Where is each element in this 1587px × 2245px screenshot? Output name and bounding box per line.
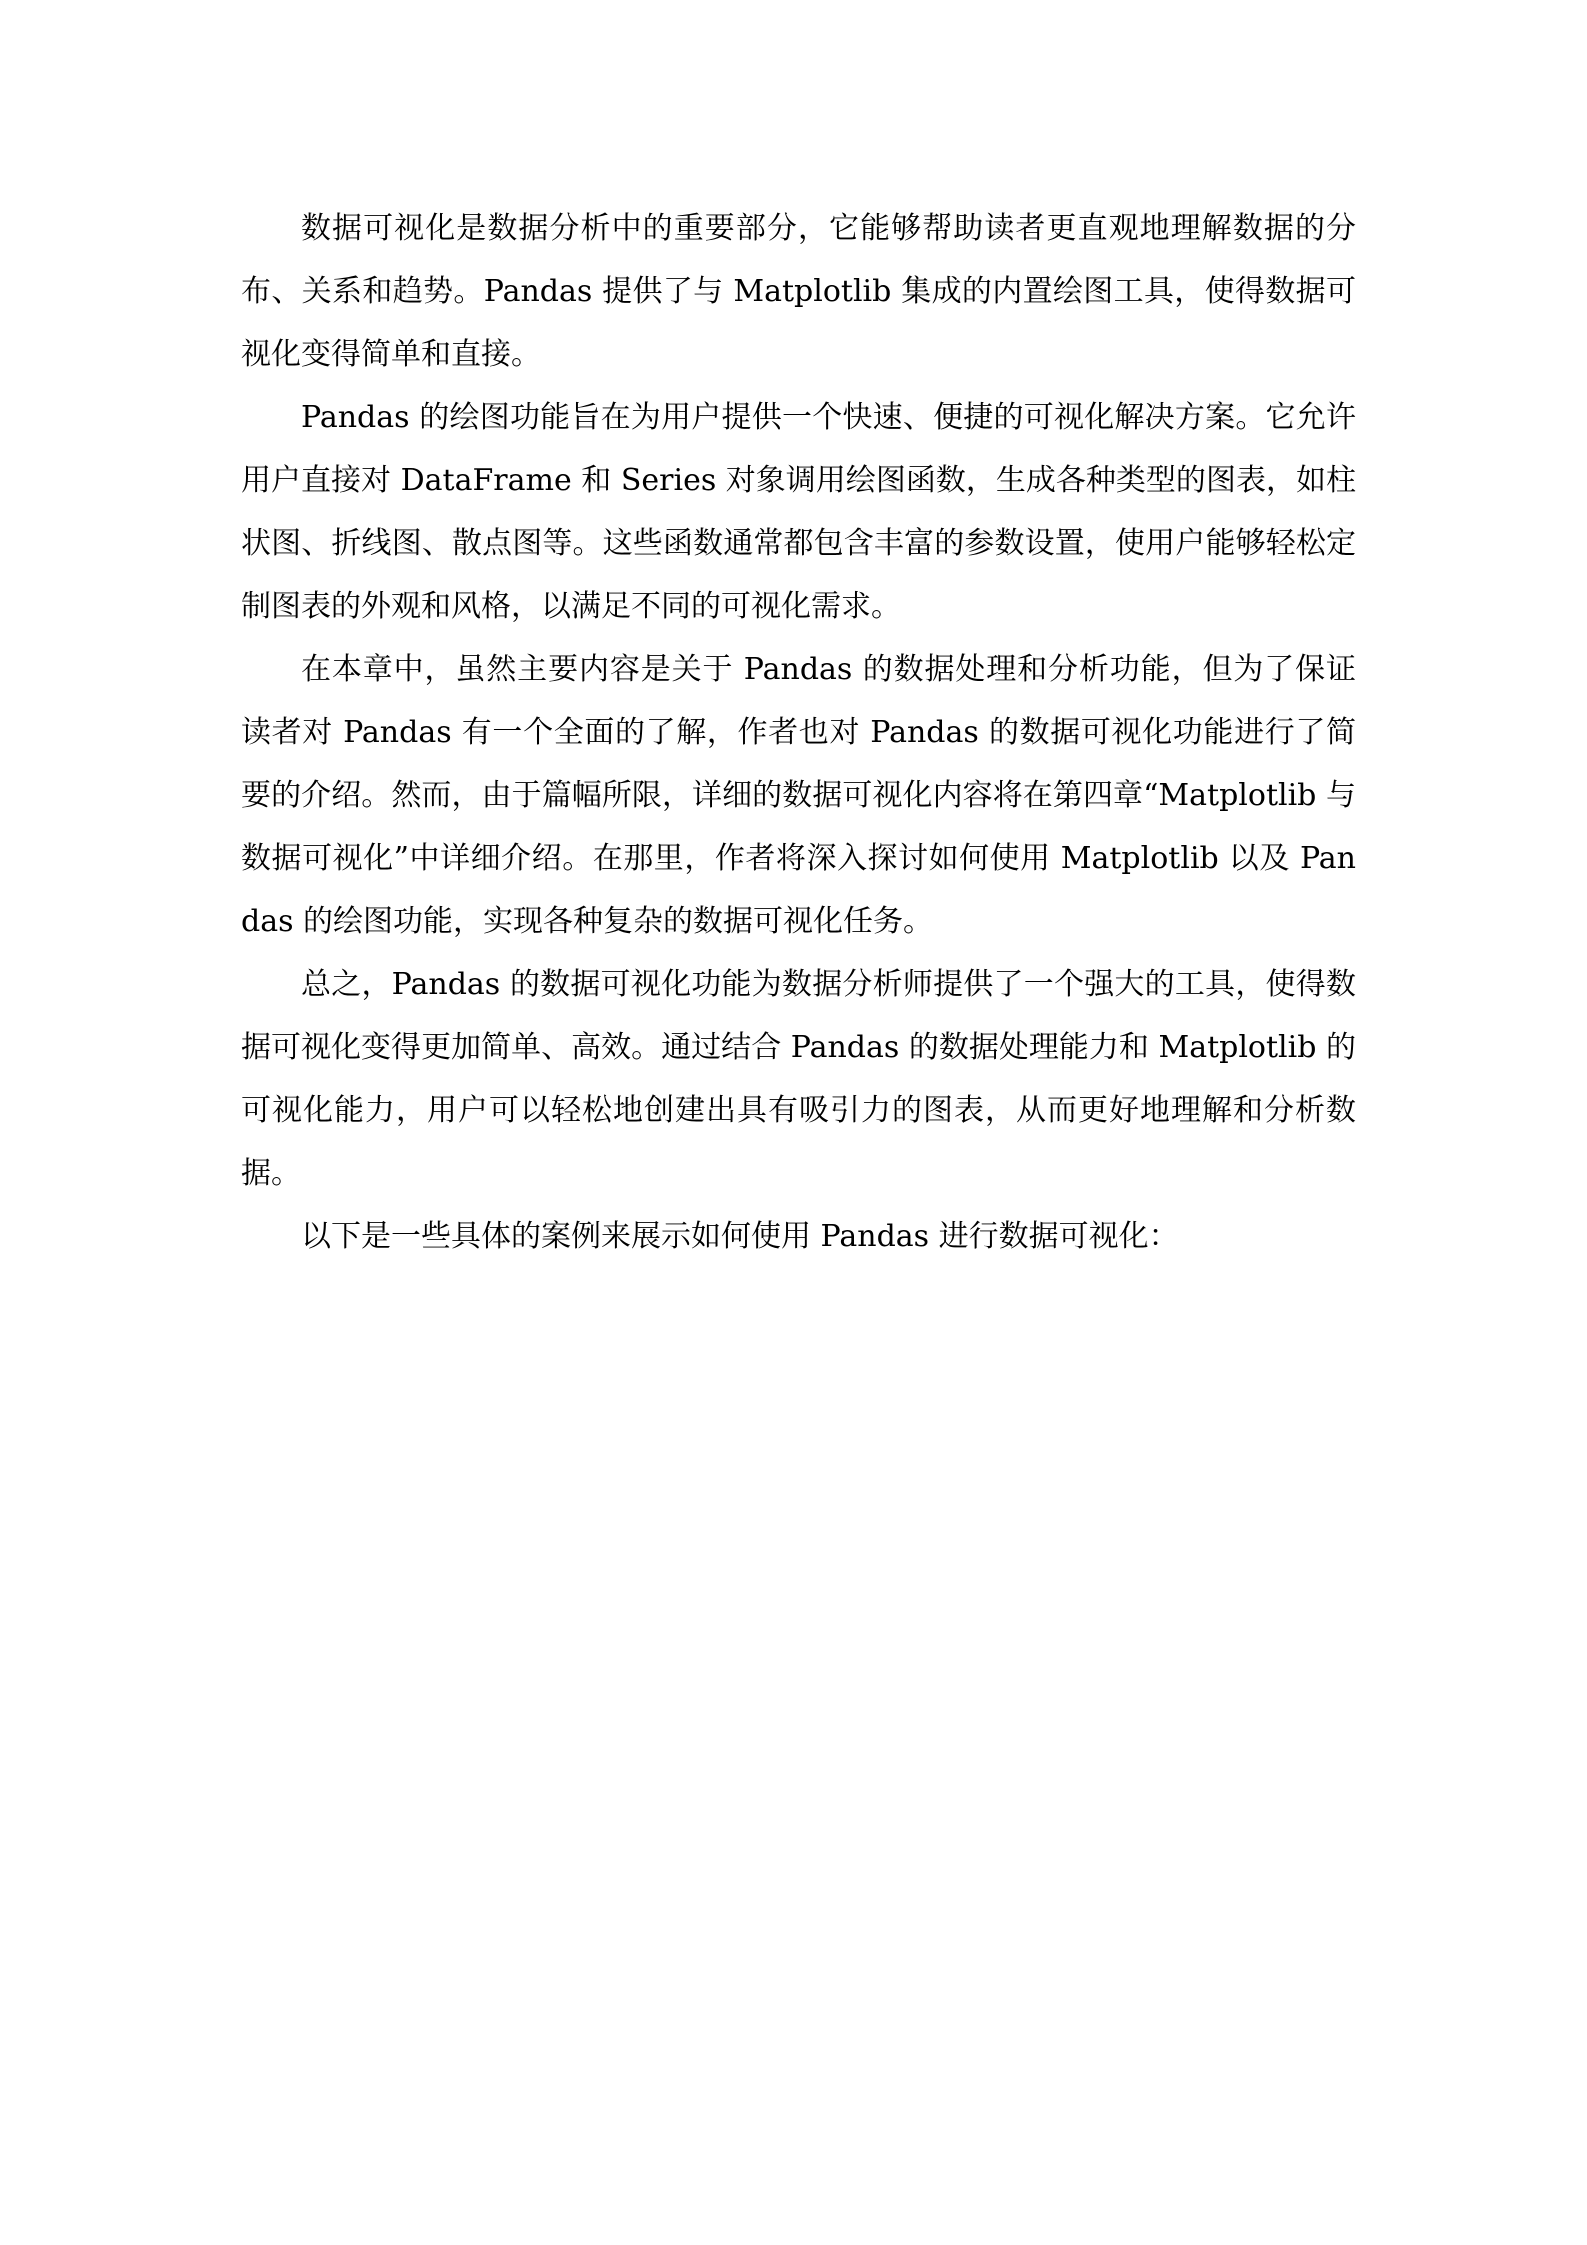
paragraph-chapter-scope: 在本章中，虽然主要内容是关于 Pandas 的数据处理和分析功能，但为了保证读者对 Pandas 有一个全面的了解，作者也对 Pandas 的数据可视化功能进行了简要的介绍。然而，由于篇幅所限，详细的数据可视化内容将在第四章“Matplotlib 与数据可视化”中详细介绍。在那里，作者将深入探讨如何使用 Matplotlib 以及 Pandas 的绘图功能，实现各种复杂的数据可视化任务。: [241, 652, 1356, 939]
paragraph-plotting-features: Pandas 的绘图功能旨在为用户提供一个快速、便捷的可视化解决方案。它允许用户直接对 DataFrame 和 Series 对象调用绘图函数，生成各种类型的图表，如柱状图、折线图、散点图等。这些函数通常都包含丰富的参数设置，使用户能够轻松定制图表的外观和风格，以满足不同的可视化需求。: [241, 400, 1356, 624]
paragraph-examples-lead: 以下是一些具体的案例来展示如何使用 Pandas 进行数据可视化：: [301, 1219, 1179, 1254]
document-body: [241, 197, 1356, 1268]
paragraph-summary: 总之，Pandas 的数据可视化功能为数据分析师提供了一个强大的工具，使得数据可视化变得更加简单、高效。通过结合 Pandas 的数据处理能力和 Matplotlib 的可视化能力，用户可以轻松地创建出具有吸引力的图表，从而更好地理解和分析数据。: [241, 967, 1356, 1191]
paragraph-intro: 数据可视化是数据分析中的重要部分，它能够帮助读者更直观地理解数据的分布、关系和趋势。Pandas 提供了与 Matplotlib 集成的内置绘图工具，使得数据可视化变得简单和直接。: [241, 211, 1356, 372]
